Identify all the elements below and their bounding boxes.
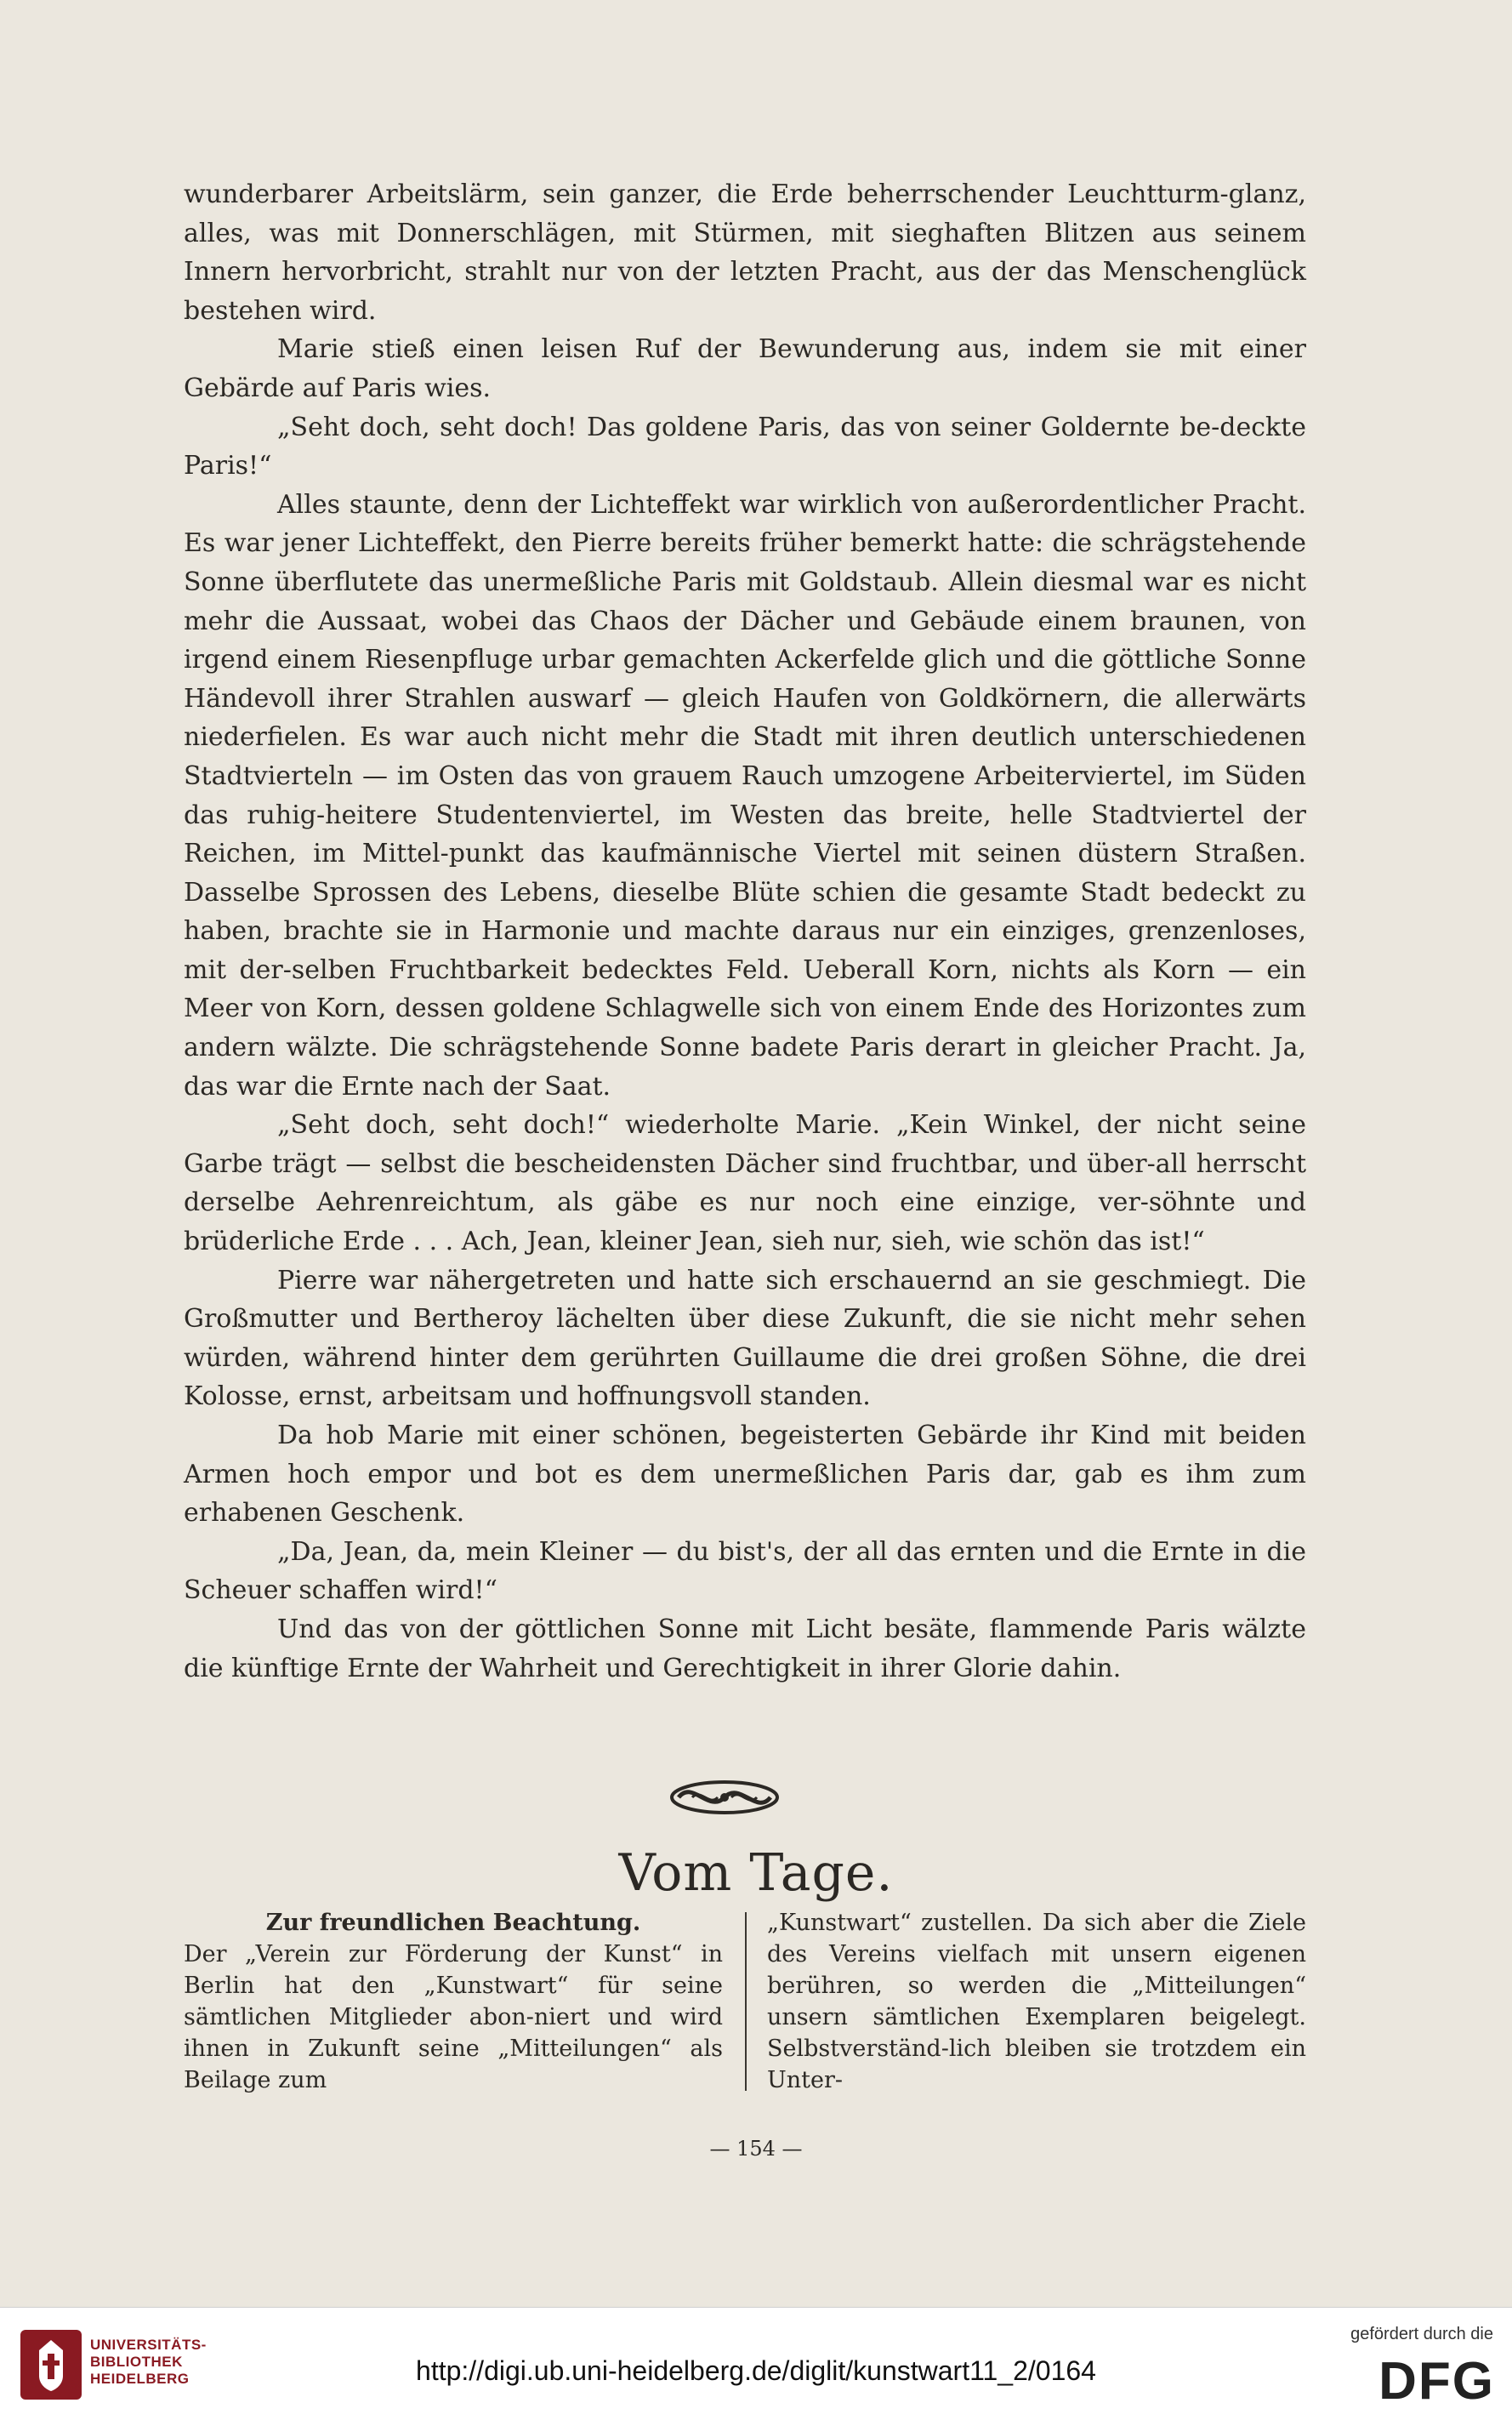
dfg-logo: DFG	[1378, 2352, 1495, 2411]
paragraph-5: „Seht doch, seht doch!“ wiederholte Marie. „Kein Winkel, der nicht seine Garbe trägt — selbst die bescheidensten Dächer sind fruchtbar, und über-all herrscht derselbe Aehrenreichtum, als gäbe es nur noch eine einzige, ver-söhnte und brüderliche Erde . . . Ach, Jean, kleiner Jean, sieh nur, sieh, wie schön das ist!“	[184, 1110, 1306, 1257]
permalink-url[interactable]: http://digi.ub.uni-heidelberg.de/diglit/kunstwart11_2/0164	[416, 2355, 1096, 2386]
university-name-line3: HEIDELBERG	[90, 2371, 190, 2387]
paragraph-7: Da hob Marie mit einer schönen, begeisterten Gebärde ihr Kind mit beiden Armen hoch empor und bot es dem unermeßlichen Paris dar, gab es ihm zum erhabenen Geschenk.	[184, 1421, 1306, 1529]
left-column-text: Der „Verein zur Förderung der Kunst“ in Berlin hat den „Kunstwart“ für seine sämtlichen Mitglieder abon-niert und wird ihnen in Zukunft seine „Mitteilungen“ als Beilage zum	[184, 1941, 723, 2093]
column-divider	[745, 1912, 747, 2091]
paragraph-3: „Seht doch, seht doch! Das goldene Paris, das von seiner Goldernte be-deckte Paris!“	[184, 412, 1306, 481]
university-name-line2: BIBLIOTHEK	[90, 2354, 183, 2370]
paragraph-2: Marie stieß einen leisen Ruf der Bewunderung aus, indem sie mit einer Gebärde auf Paris wies.	[184, 334, 1306, 403]
page-number: — 154 —	[709, 2137, 803, 2161]
paragraph-9: Und das von der göttlichen Sonne mit Licht besäte, flammende Paris wälzte die künftige Ernte der Wahrheit und Gerechtigkeit in ihrer Glorie dahin.	[184, 1614, 1306, 1683]
right-column	[767, 1907, 1306, 2096]
university-name-line1: UNIVERSITÄTS-	[90, 2337, 207, 2353]
ornament-icon	[667, 1776, 782, 1819]
sponsor-caption: gefördert durch die	[1350, 2325, 1493, 2343]
section-title: Vom Tage.	[618, 1843, 894, 1903]
paragraph-6: Pierre war nähergetreten und hatte sich erschauernd an sie geschmiegt. Die Großmutter und Bertheroy lächelten über diese Zukunft, die sie nicht mehr sehen würden, während hinter dem gerührten Guillaume die drei großen Söhne, die drei Kolosse, ernst, arbeitsam und hoffnungsvoll standen.	[184, 1265, 1306, 1412]
footer-bar	[0, 2307, 1512, 2420]
right-column-text: „Kunstwart“ zustellen. Da sich aber die Ziele des Vereins vielfach mit unsern eigenen berühren, so werden die „Mitteilungen“ unsern sämtlichen Exemplaren beigelegt. Selbstverständ-lich bleiben sie trotzdem ein Unter-	[767, 1910, 1306, 2093]
paragraph-4: Alles staunte, denn der Lichteffekt war wirklich von außerordentlicher Pracht. Es war jener Lichteffekt, den Pierre bereits früher bemerkt hatte: die schrägstehende Sonne überflutete das unermeßliche Paris mit Goldstaub. Allein diesmal war es nicht mehr die Aussaat, wobei das Chaos der Dächer und Gebäude einem braunen, von irgend einem Riesenpfluge urbar gemachten Ackerfelde glich und die göttliche Sonne Händevoll ihrer Strahlen auswarf — gleich Haufen von Goldkörnern, die allerwärts niederfielen. Es war auch nicht mehr die Stadt mit ihren deutlich unterschiedenen Stadtvierteln — im Osten das von grauem Rauch umzogene Arbeiterviertel, im Süden das ruhig-heitere Studentenviertel, im Westen das breite, helle Stadtviertel der Reichen, im Mittel-punkt das kaufmännische Viertel mit seinen düstern Straßen. Dasselbe Sprossen des Lebens, dieselbe Blüte schien die gesamte Stadt bedeckt zu haben, brachte sie in Harmonie und machte daraus nur ein einziges, grenzenloses, mit der-selben Fruchtbarkeit bedecktes Feld. Ueberall Korn, nichts als Korn — ein Meer von Korn, dessen goldene Schlagwelle sich von einem Ende des Horizontes zum andern wälzte. Die schrägstehende Sonne badete Paris derart in gleicher Pracht. Ja, das war die Ernte nach der Saat.	[184, 489, 1306, 1102]
left-column	[184, 1907, 723, 2096]
left-column-heading: Zur freundlichen Beachtung.	[265, 1910, 641, 1936]
paragraph-8: „Da, Jean, da, mein Kleiner — du bist's, der all das ernten und die Ernte in die Scheuer schaffen wird!“	[184, 1536, 1306, 1606]
paragraph-1: wunderbarer Arbeitslärm, sein ganzer, die Erde beherrschender Leuchtturm-glanz, alles, was mit Donnerschlägen, mit Stürmen, mit sieghaften Blitzen aus seinem Innern hervorbricht, strahlt nur von der letzten Pracht, aus der das Menschenglück bestehen wird.	[184, 179, 1306, 326]
main-text	[184, 175, 1306, 1688]
